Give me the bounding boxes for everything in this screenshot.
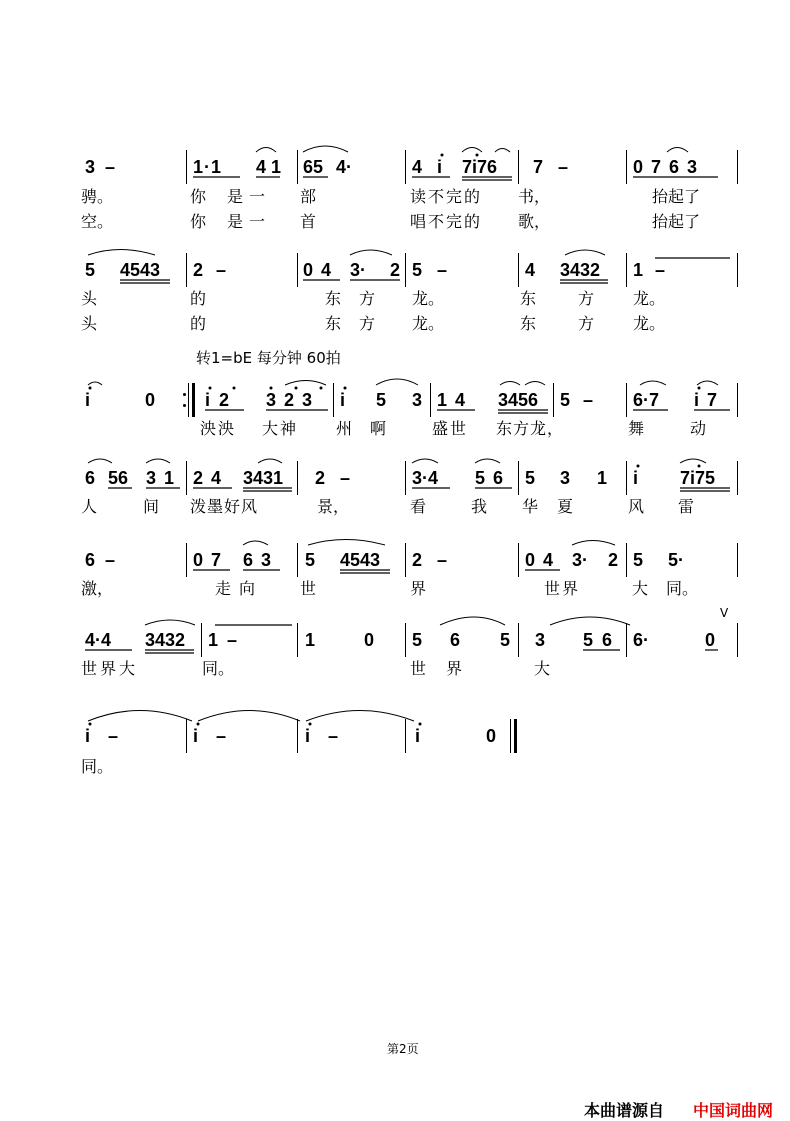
octave-dot <box>197 723 200 726</box>
lyric: 世 <box>410 659 427 678</box>
octave-dot <box>309 723 312 726</box>
page-number: 第2页 <box>387 1042 419 1056</box>
slur <box>243 541 268 545</box>
source-site-link[interactable]: 中国词曲网 <box>693 1101 774 1120</box>
note: 4 <box>525 260 536 280</box>
note: 3432 <box>560 260 601 280</box>
lyric: 抬起了 <box>652 187 701 206</box>
octave-dot <box>89 387 92 390</box>
slur <box>680 459 706 463</box>
note: 0 <box>145 390 156 410</box>
lyric: 骋。 <box>81 187 114 206</box>
slur <box>495 149 510 153</box>
slur <box>640 381 666 385</box>
note: 6 <box>85 550 96 570</box>
note: 5 <box>412 260 423 280</box>
slur <box>256 148 276 153</box>
lyric: 东 <box>520 314 537 333</box>
note: 1·1 <box>193 157 223 177</box>
note: 5 <box>412 630 423 650</box>
slur <box>412 459 438 463</box>
note: – <box>437 260 448 280</box>
note: – <box>216 726 227 746</box>
note: – <box>227 630 238 650</box>
note: 3 <box>560 468 571 488</box>
slur <box>145 620 195 625</box>
slur <box>285 381 326 386</box>
lyric: 读不完的 <box>410 187 483 206</box>
note: 5 <box>376 390 387 410</box>
note: 2 <box>193 260 204 280</box>
lyric: 界 <box>410 579 427 598</box>
note: 0 <box>486 726 497 746</box>
lyric: 人 <box>81 497 98 516</box>
note: 0 4 <box>303 260 332 280</box>
octave-dot <box>344 387 347 390</box>
note: 0 7 6 3 <box>633 157 698 177</box>
note: i <box>85 390 91 410</box>
slur <box>667 148 688 153</box>
note: 1 <box>633 260 644 280</box>
note: – <box>655 260 666 280</box>
lyric: 同。 <box>81 757 114 776</box>
slur <box>565 250 605 255</box>
slur <box>350 250 392 255</box>
note: 4543 <box>340 550 381 570</box>
note: 4 1 <box>256 157 282 177</box>
lyric: 方 <box>578 314 595 333</box>
lyric: 龙。 <box>633 314 666 333</box>
lyric: 同。 <box>202 659 235 678</box>
note: 0 <box>364 630 375 650</box>
note: – <box>216 260 227 280</box>
note: i <box>415 726 421 746</box>
octave-dot <box>637 465 640 468</box>
lyric: 州 <box>336 419 353 438</box>
lyric: 歌， <box>518 212 551 231</box>
lyric: 景， <box>317 497 350 516</box>
note: 1 4 <box>437 390 466 410</box>
tempo-marking: 转1=bE 每分钟 60拍 <box>196 349 341 367</box>
lyric: 世 <box>300 579 317 598</box>
lyric: 间 <box>143 497 160 516</box>
note: 5 <box>560 390 571 410</box>
note: 3· <box>572 550 589 570</box>
lyric: 东方 <box>325 289 394 308</box>
slur <box>88 459 112 463</box>
note: 2 4 <box>193 468 222 488</box>
lyric: 啊 <box>370 419 387 438</box>
slur <box>525 382 545 386</box>
note: 4543 <box>120 260 161 280</box>
lyric: 空。 <box>81 212 114 231</box>
note: 3 2 3 <box>266 390 313 410</box>
lyric: 盛世 <box>432 419 469 438</box>
lyric: 是一 <box>227 212 272 231</box>
note: i <box>85 726 91 746</box>
slur <box>88 250 155 256</box>
note: – <box>108 726 119 746</box>
lyric: 书， <box>518 187 551 206</box>
slur <box>550 617 630 625</box>
lyric: 首 <box>300 212 317 231</box>
note: 0 4 <box>525 550 554 570</box>
note: 6 <box>450 630 461 650</box>
note: – <box>105 550 116 570</box>
note: i <box>437 157 443 177</box>
lyric: 泼墨好风 <box>190 497 259 516</box>
lyric: 头 <box>81 289 98 308</box>
note: – <box>558 157 569 177</box>
note: 5 <box>525 468 536 488</box>
note: 3456 <box>498 390 539 410</box>
lyric: 世界大 <box>81 659 139 678</box>
note: 3432 <box>145 630 186 650</box>
note: 5 <box>85 260 96 280</box>
tie <box>198 711 300 722</box>
note: 65 <box>303 157 324 177</box>
lyric: 舞 <box>628 419 645 438</box>
note: 4· <box>336 157 353 177</box>
note: 1 <box>208 630 219 650</box>
lyric: 华 <box>522 497 539 516</box>
lyric: 大神 <box>262 419 299 438</box>
lyric: 东方龙， <box>496 419 565 438</box>
slur <box>88 382 102 385</box>
note: 5 <box>500 630 511 650</box>
slur <box>258 459 282 463</box>
octave-dot <box>698 465 701 468</box>
lyric: 头 <box>81 314 98 333</box>
lyric: 的 <box>190 314 207 333</box>
lyric: 你 <box>190 187 207 206</box>
lyric: 世界 <box>544 579 581 598</box>
note: – <box>105 157 116 177</box>
note: i <box>305 726 311 746</box>
note: 3 1 <box>146 468 175 488</box>
slur <box>500 382 520 386</box>
note: 3· <box>350 260 367 280</box>
tie <box>306 711 414 722</box>
note: 2 <box>412 550 423 570</box>
lyric: 的 <box>190 289 207 308</box>
note: 2 <box>390 260 401 280</box>
slur <box>440 617 505 625</box>
octave-dot <box>89 723 92 726</box>
lyric: 唱不完的 <box>410 212 483 231</box>
note: 3 <box>412 390 423 410</box>
octave-dot <box>209 387 212 390</box>
note: 1 <box>305 630 316 650</box>
note: i <box>633 468 639 488</box>
tie <box>88 711 192 722</box>
lyric: 是一 <box>227 187 272 206</box>
note: 3 <box>85 157 96 177</box>
octave-dot <box>698 387 701 390</box>
note: – <box>328 726 339 746</box>
note: 6· <box>633 630 650 650</box>
note: 4·4 <box>85 630 112 650</box>
octave-dot <box>295 387 298 390</box>
lyric: 雷 <box>678 497 695 516</box>
octave-dot <box>320 387 323 390</box>
note: i 7 <box>694 390 718 410</box>
note: 1 <box>597 468 608 488</box>
lyric: 同。 <box>666 579 699 598</box>
note: 3·4 <box>412 468 439 488</box>
note: 7i75 <box>680 468 716 488</box>
slur <box>308 540 385 546</box>
slur <box>697 381 718 385</box>
note: 3 <box>535 630 546 650</box>
note: i <box>193 726 199 746</box>
lyric: 龙。 <box>633 289 666 308</box>
note: i 2 <box>205 390 230 410</box>
note: 5· <box>668 550 685 570</box>
lyric: 界 <box>446 659 463 678</box>
lyric: 方 <box>578 289 595 308</box>
note: 0 <box>705 630 716 650</box>
lyric: 动 <box>690 419 707 438</box>
note: 5 6 <box>583 630 613 650</box>
octave-dot <box>441 154 444 157</box>
note: 7 <box>533 157 544 177</box>
slur <box>572 541 615 546</box>
note: 4 <box>412 157 423 177</box>
note: 2 <box>315 468 326 488</box>
lyric: 夏 <box>557 497 574 516</box>
note: 7i76 <box>462 157 498 177</box>
note: – <box>340 468 351 488</box>
lyric: 走向 <box>215 579 264 598</box>
lyric: 看 <box>410 497 427 516</box>
breath-mark: V <box>720 606 729 620</box>
slur <box>376 379 418 385</box>
source-label: 本曲谱源自 <box>584 1101 665 1120</box>
note: i <box>340 390 346 410</box>
lyric: 龙。 <box>412 289 445 308</box>
slur <box>146 459 170 463</box>
note: 6 <box>85 468 96 488</box>
note: 6 3 <box>243 550 272 570</box>
note: 6·7 <box>633 390 660 410</box>
lyric: 激， <box>81 579 114 598</box>
octave-dot <box>476 154 479 157</box>
lyric: 大 <box>534 659 551 678</box>
octave-dot <box>270 387 273 390</box>
note: 56 <box>108 468 129 488</box>
lyric: 东方 <box>325 314 394 333</box>
lyric: 风 <box>628 497 645 516</box>
note: – <box>583 390 594 410</box>
slur <box>303 146 348 152</box>
note: 5 <box>633 550 644 570</box>
slur <box>475 459 500 463</box>
note: 3431 <box>243 468 284 488</box>
slur <box>462 148 482 153</box>
lyric: 大 <box>632 579 649 598</box>
note: 2 <box>608 550 619 570</box>
lyric: 我 <box>471 497 488 516</box>
note: 5 <box>305 550 316 570</box>
note: 5 6 <box>475 468 504 488</box>
octave-dot <box>233 387 236 390</box>
lyric: 抬起了 <box>652 212 701 231</box>
lyric: 你 <box>190 212 207 231</box>
note: 0 7 <box>193 550 222 570</box>
lyric: 部 <box>300 187 317 206</box>
note: – <box>437 550 448 570</box>
octave-dot <box>419 723 422 726</box>
lyric: 泱泱 <box>200 419 237 438</box>
lyric: 东 <box>520 289 537 308</box>
lyric: 龙。 <box>412 314 445 333</box>
